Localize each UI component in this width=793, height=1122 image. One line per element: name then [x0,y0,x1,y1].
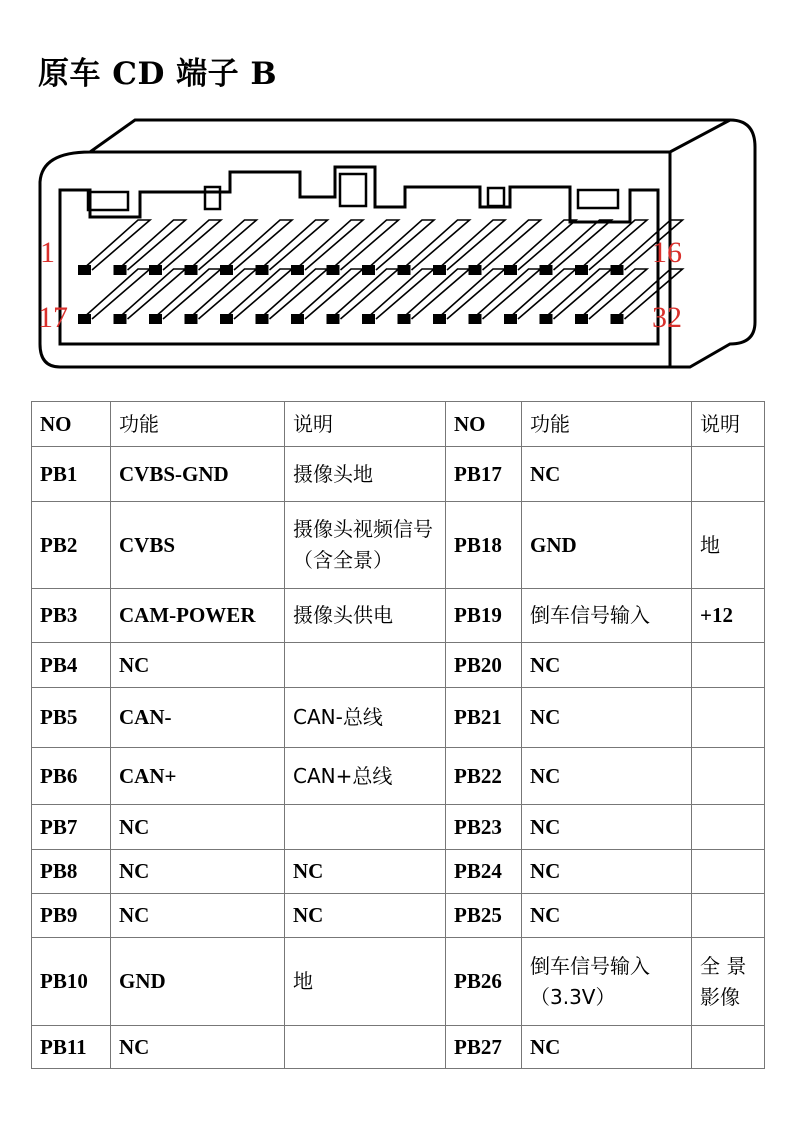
pin-description-cell [692,447,765,502]
top-row-terminal-1 [82,220,150,270]
pin-function-cell: NC [522,447,692,502]
table-row [32,748,765,805]
bottom-row-terminal-28 [473,269,541,319]
bottom-row-pin-31 [575,314,588,324]
pin-function-cell: CAM-POWER [111,589,285,643]
pin-table [31,401,765,1069]
pin-description-cell: NC [285,850,446,894]
table-row [32,805,765,850]
pin-function-cell: NC [522,894,692,938]
bottom-row-terminal-24 [331,269,399,319]
bottom-row-pin-30 [540,314,553,324]
bottom-row-pin-27 [433,314,446,324]
top-row-pin-10 [398,265,411,275]
pin-number-cell: PB5 [32,688,111,748]
top-row-pin-4 [185,265,198,275]
bottom-row-terminal-17 [82,269,150,319]
bottom-row-pin-29 [504,314,517,324]
top-row-terminal-5 [224,220,292,270]
bottom-row-terminal-31 [579,269,647,319]
pin-description-cell: CAN+总线 [285,748,446,805]
bottom-row-terminal-26 [402,269,470,319]
bottom-row-pin-32 [611,314,624,324]
pin-function-cell: 倒车信号输入 [522,589,692,643]
pin-number-cell: PB27 [446,1026,522,1069]
top-row-pin-9 [362,265,375,275]
bottom-row-pin-24 [327,314,340,324]
pin-description-cell [692,688,765,748]
pin-description-cell [285,1026,446,1069]
bottom-row-pin-25 [362,314,375,324]
top-row-pin-3 [149,265,162,275]
pin-function-cell: CAN+ [111,748,285,805]
bottom-row-pin-22 [256,314,269,324]
top-row-pin-13 [504,265,517,275]
pin-function-cell: NC [522,748,692,805]
pin-number-cell: PB1 [32,447,111,502]
pin-number-cell: PB4 [32,643,111,688]
pin-number-cell: PB24 [446,850,522,894]
pin-function-cell: CVBS-GND [111,447,285,502]
pin-description-cell [285,643,446,688]
top-row-pin-7 [291,265,304,275]
top-row-pin-15 [575,265,588,275]
pin-function-cell: NC [111,805,285,850]
pin-function-cell: NC [522,805,692,850]
pin-number-cell: PB26 [446,938,522,1026]
table-row [32,1026,765,1069]
pin-function-cell: NC [111,1026,285,1069]
pin-number-cell: PB18 [446,502,522,589]
bottom-row-terminal-23 [295,269,363,319]
bottom-row-terminal-22 [260,269,328,319]
pin-label-17: 17 [38,301,68,334]
pin-number-cell: PB3 [32,589,111,643]
pin-function-cell: CAN- [111,688,285,748]
pin-number-cell: PB25 [446,894,522,938]
pin-description-cell: +12 [692,589,765,643]
table-row [32,502,765,589]
pin-function-cell: NC [522,1026,692,1069]
table-row [32,643,765,688]
pin-number-cell: PB10 [32,938,111,1026]
bottom-row-terminal-19 [153,269,221,319]
pin-number-cell: PB2 [32,502,111,589]
table-row [32,688,765,748]
bottom-row-terminal-21 [224,269,292,319]
pin-function-cell: NC [111,850,285,894]
top-row-pin-6 [256,265,269,275]
pin-description-cell: 摄像头视频信号（含全景） [285,502,446,589]
pin-description-cell [692,748,765,805]
pin-number-cell: PB8 [32,850,111,894]
top-row-terminal-3 [153,220,221,270]
top-row-terminal-12 [473,220,541,270]
pin-number-cell: PB20 [446,643,522,688]
header-no: NO [32,402,111,447]
top-row-terminal-7 [295,220,363,270]
pin-number-cell: PB17 [446,447,522,502]
bottom-row-pin-28 [469,314,482,324]
top-row-terminal-9 [366,220,434,270]
pin-function-cell: NC [522,643,692,688]
header-description: 说明 [285,402,446,447]
pin-function-cell: GND [111,938,285,1026]
pin-number-cell: PB22 [446,748,522,805]
pin-label-1: 1 [40,236,55,269]
pin-description-cell: 全 景影像 [692,938,765,1026]
pin-function-cell: NC [522,850,692,894]
header-function: 功能 [111,402,285,447]
pin-description-cell: CAN-总线 [285,688,446,748]
pin-function-cell: NC [522,688,692,748]
table-header-row [32,402,765,447]
pin-number-cell: PB7 [32,805,111,850]
table-row [32,850,765,894]
pin-number-cell: PB21 [446,688,522,748]
header-function: 功能 [522,402,692,447]
bottom-row-terminal-29 [508,269,576,319]
pin-label-32: 32 [652,301,682,334]
top-row-terminal-6 [260,220,328,270]
pin-number-cell: PB9 [32,894,111,938]
header-no: NO [446,402,522,447]
pin-number-cell: PB11 [32,1026,111,1069]
top-row-pin-12 [469,265,482,275]
pin-description-cell [692,850,765,894]
table-row [32,589,765,643]
pin-function-cell: 倒车信号输入（3.3V） [522,938,692,1026]
pin-number-cell: PB19 [446,589,522,643]
pin-description-cell [692,643,765,688]
top-row-pin-2 [114,265,127,275]
table-row [32,894,765,938]
top-row-pin-16 [611,265,624,275]
pin-function-cell: NC [111,643,285,688]
bottom-row-terminal-18 [118,269,186,319]
bottom-row-pin-19 [149,314,162,324]
pin-function-cell: GND [522,502,692,589]
page-title: 原车 CD 端子 B [38,56,278,92]
top-row-terminal-2 [118,220,186,270]
bottom-row-terminal-27 [437,269,505,319]
top-row-terminal-15 [579,220,647,270]
pin-function-cell: CVBS [111,502,285,589]
top-row-pin-1 [78,265,91,275]
bottom-row-terminal-30 [544,269,612,319]
bottom-row-terminal-25 [366,269,434,319]
bottom-row-pin-20 [185,314,198,324]
pin-description-cell [692,1026,765,1069]
header-description: 说明 [692,402,765,447]
pin-function-cell: NC [111,894,285,938]
table-row [32,938,765,1026]
pin-label-16: 16 [652,236,682,269]
top-row-pin-5 [220,265,233,275]
bottom-row-pin-18 [114,314,127,324]
connector-diagram [30,112,770,377]
pin-number-cell: PB23 [446,805,522,850]
pin-description-cell [285,805,446,850]
pin-number-cell: PB6 [32,748,111,805]
top-row-terminal-4 [189,220,257,270]
pin-description-cell: 地 [285,938,446,1026]
pin-description-cell [692,894,765,938]
pin-description-cell: 地 [692,502,765,589]
bottom-row-terminal-20 [189,269,257,319]
bottom-row-pin-26 [398,314,411,324]
pin-description-cell [692,805,765,850]
top-row-pin-8 [327,265,340,275]
top-row-terminal-14 [544,220,612,270]
bottom-row-pin-17 [78,314,91,324]
top-row-terminal-10 [402,220,470,270]
top-row-terminal-8 [331,220,399,270]
top-row-pin-14 [540,265,553,275]
pin-description-cell: NC [285,894,446,938]
top-row-terminal-11 [437,220,505,270]
table-row [32,447,765,502]
top-row-terminal-13 [508,220,576,270]
pin-description-cell: 摄像头供电 [285,589,446,643]
bottom-row-pin-21 [220,314,233,324]
top-row-pin-11 [433,265,446,275]
bottom-row-pin-23 [291,314,304,324]
pin-description-cell: 摄像头地 [285,447,446,502]
